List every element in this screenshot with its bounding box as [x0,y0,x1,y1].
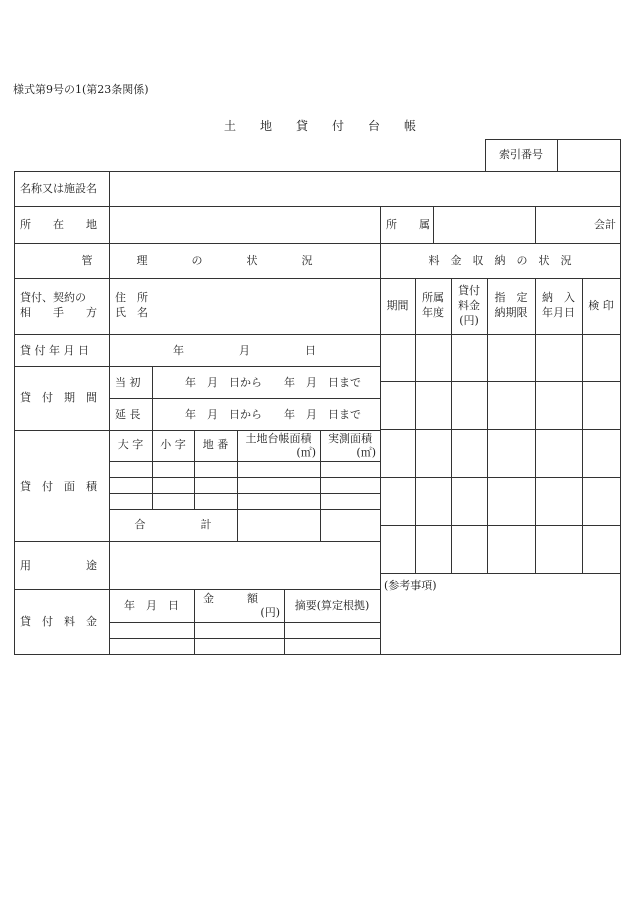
usage-field[interactable] [110,542,380,589]
remarks-field[interactable] [381,595,620,654]
affiliation-field[interactable] [434,207,535,243]
fee-col-summary: 摘要(算定根拠) [294,599,370,612]
loan-date-label: 貸 付 年 月 日 [20,344,89,357]
fee-status-header: 料 金 収 納 の 状 況 [428,254,572,267]
area-col-registry: 土地台帳面積 [245,432,312,445]
col-fee-1: 貸付 [458,284,480,297]
loan-period-label: 貸 付 期 間 [20,391,97,404]
name-field[interactable] [110,172,620,206]
col-paid-1: 納 入 [542,291,575,304]
index-number-field[interactable] [558,140,620,171]
counterparty-label-line1: 貸付、契約の [20,291,86,304]
form-number: 様式第9号の1(第23条関係) [13,83,149,96]
remarks-label: (参考事項) [384,579,437,592]
management-header: 管 理 の 状 況 [81,254,313,267]
account-label: 会計 [594,218,616,231]
initial-label: 当 初 [115,376,141,389]
location-label: 所 在 地 [20,218,97,231]
area-total-label: 合 計 [134,518,212,531]
col-paid-2: 年月日 [542,306,575,319]
area-col-koaza: 小 字 [160,438,186,451]
col-fiscal-year-2: 年度 [422,306,444,319]
col-deadline-1: 指 定 [494,291,528,304]
extension-label: 延 長 [115,408,141,421]
fee-col-amount: 金 額 [203,592,258,605]
fee-label: 貸 付 料 金 [20,615,97,628]
name-field-label: 氏 名 [115,306,148,319]
counterparty-field[interactable] [150,279,380,334]
counterparty-label-line2: 相 手 方 [20,306,97,319]
area-col-survey: 実測面積 [328,432,372,445]
col-fee-2: 料金 [458,299,480,312]
usage-label: 用 途 [20,559,97,572]
col-fee-3: (円) [459,314,479,327]
col-deadline-2: 納期限 [494,306,528,319]
name-label: 名称又は施設名 [20,182,97,195]
affiliation-label: 所 属 [386,218,430,231]
loan-area-label: 貸 付 面 積 [20,480,97,493]
area-col-survey-unit: (㎡) [356,446,376,459]
address-label: 住 所 [115,291,148,304]
area-col-registry-unit: (㎡) [296,446,316,459]
fee-col-amount-unit: (円) [260,606,280,619]
location-field[interactable] [110,207,380,243]
extension-period-line: 年 月 日から 年 月 日まで [185,408,361,421]
area-col-chiban: 地 番 [202,438,229,451]
page-title: 土 地 貸 付 台 帳 [223,119,416,133]
index-number-label: 索引番号 [499,148,543,161]
initial-period-line: 年 月 日から 年 月 日まで [185,376,361,389]
col-fiscal-year-1: 所属 [422,291,444,304]
col-inspection: 検 印 [588,299,614,312]
loan-date-line: 年 月 日 [173,344,316,357]
area-col-oaza: 大 字 [117,438,144,451]
col-period: 期間 [386,299,409,312]
fee-col-date: 年 月 日 [124,599,179,612]
